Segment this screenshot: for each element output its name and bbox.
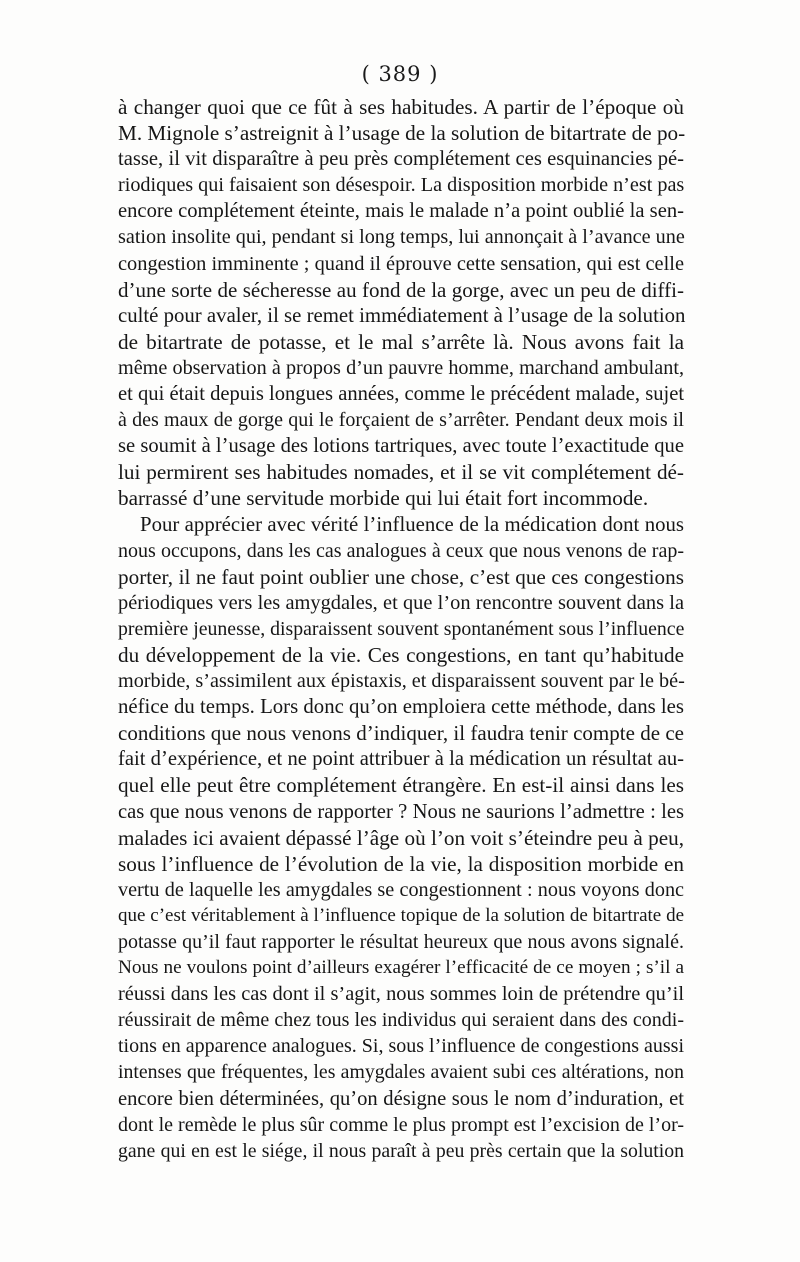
text-line: fait d’expérience, et ne point attribuer à la médication un résultat au- <box>118 748 684 771</box>
text-line: conditions que nous venons d’indiquer, il faudra tenir compte de ce <box>118 721 684 746</box>
text-line: congestion imminente ; quand il éprouve cette sensation, qui est celle <box>118 252 684 275</box>
text-line: première jeunesse, disparaissent souvent spontanément sous l’influence <box>118 617 685 640</box>
text-line: sous l’influence de l’évolution de la vie, la disposition morbide en <box>118 851 684 876</box>
text-line: intenses que fréquentes, les amygdales avaient subi ces altérations, non <box>118 1061 684 1084</box>
text-line: périodiques vers les amygdales, et que l’on rencontre souvent dans la <box>118 591 684 614</box>
text-line: réussi dans les cas dont il s’agit, nous sommes loin de prétendre qu’il <box>118 983 684 1006</box>
text-line: M. Mignole s’astreignit à l’usage de la solution de bitartrate de po- <box>118 121 686 146</box>
text-line: culté pour avaler, il se remet immédiatement à l’usage de la solution <box>118 303 686 327</box>
text-line: à des maux de gorge qui le forçaient de s’arrêter. Pendant deux mois il <box>118 409 684 432</box>
text-line: même observation à propos d’un pauvre homme, marchand ambulant, <box>118 356 684 379</box>
text-line: porter, il ne faut point oublier une chose, c’est que ces congestions <box>118 564 684 589</box>
text-line: d’une sorte de sécheresse au fond de la gorge, avec un peu de diffi- <box>118 277 684 302</box>
text-line: sation insolite qui, pendant si long temps, lui annonçait à l’avance une <box>118 226 685 249</box>
text-line: gane qui en est le siége, il nous paraît à peu près certain que la solution <box>118 1139 684 1162</box>
text-line: réussirait de même chez tous les individus qui seraient dans des condi- <box>118 1009 684 1032</box>
page-number: ( 389 ) <box>361 62 439 86</box>
text-line: et qui était depuis longues années, comme le précédent malade, sujet <box>118 383 685 406</box>
paragraph-1 <box>118 94 684 512</box>
text-line: tions en apparence analogues. Si, sous l’influence de congestions aussi <box>118 1035 684 1058</box>
text-line: malades ici avaient dépassé l’âge où l’on voit s’éteindre peu à peu, <box>118 825 684 850</box>
text-line: barrassé d’une servitude morbide qui lui était fort incommode. <box>118 486 649 511</box>
text-line: potasse qu’il faut rapporter le résultat heureux que nous avons signalé. <box>118 931 684 953</box>
text-line: que c’est véritablement à l’influence topique de la solution de bitartrate de <box>118 904 684 926</box>
text-line: cas que nous venons de rapporter ? Nous ne saurions l’admettre : les <box>118 800 684 823</box>
text-line: nous occupons, dans les cas analogues à ceux que nous venons de rap- <box>118 539 684 562</box>
text-line: dont le remède le plus sûr comme le plus prompt est l’excision de l’or- <box>118 1113 684 1136</box>
text-line: de bitartrate de potasse, et le mal s’arrête là. Nous avons fait la <box>118 329 684 354</box>
text-line: lui permirent ses habitudes nomades, et il se vit complétement dé- <box>118 460 684 485</box>
text-line: vertu de laquelle les amygdales se congestionnent : nous voyons donc <box>118 878 684 901</box>
text-line: du développement de la vie. Ces congestions, en tant qu’habitude <box>118 642 684 667</box>
text-line: riodiques qui faisaient son désespoir. La disposition morbide n’est pas <box>118 174 685 197</box>
text-line: se soumit à l’usage des lotions tartriques, avec toute l’exactitude que <box>118 435 684 458</box>
text-line: encore bien déterminées, qu’on désigne sous le nom d’induration, et <box>118 1087 684 1110</box>
text-line: morbide, s’assimilent aux épistaxis, et disparaissent souvent par le bé- <box>118 670 685 693</box>
text-line: encore complétement éteinte, mais le malade n’a point oublié la sen- <box>118 200 684 223</box>
paragraph-2 <box>118 512 684 1164</box>
body-text <box>118 94 684 1164</box>
text-line: à changer quoi que ce fût à ses habitudes. A partir de l’époque où <box>118 95 684 119</box>
text-line: quel elle peut être complétement étrangère. En est-il ainsi dans les <box>118 773 684 798</box>
text-line: tasse, il vit disparaître à peu près complétement ces esquinancies pé- <box>118 148 684 171</box>
text-line: Nous ne voulons point d’ailleurs exagérer l’efficacité de ce moyen ; s’il a <box>118 957 684 979</box>
text-line: Pour apprécier avec vérité l’influence de la médication dont nous <box>140 512 684 536</box>
text-line: néfice du temps. Lors donc qu’on emploiera cette méthode, dans les <box>118 695 684 719</box>
